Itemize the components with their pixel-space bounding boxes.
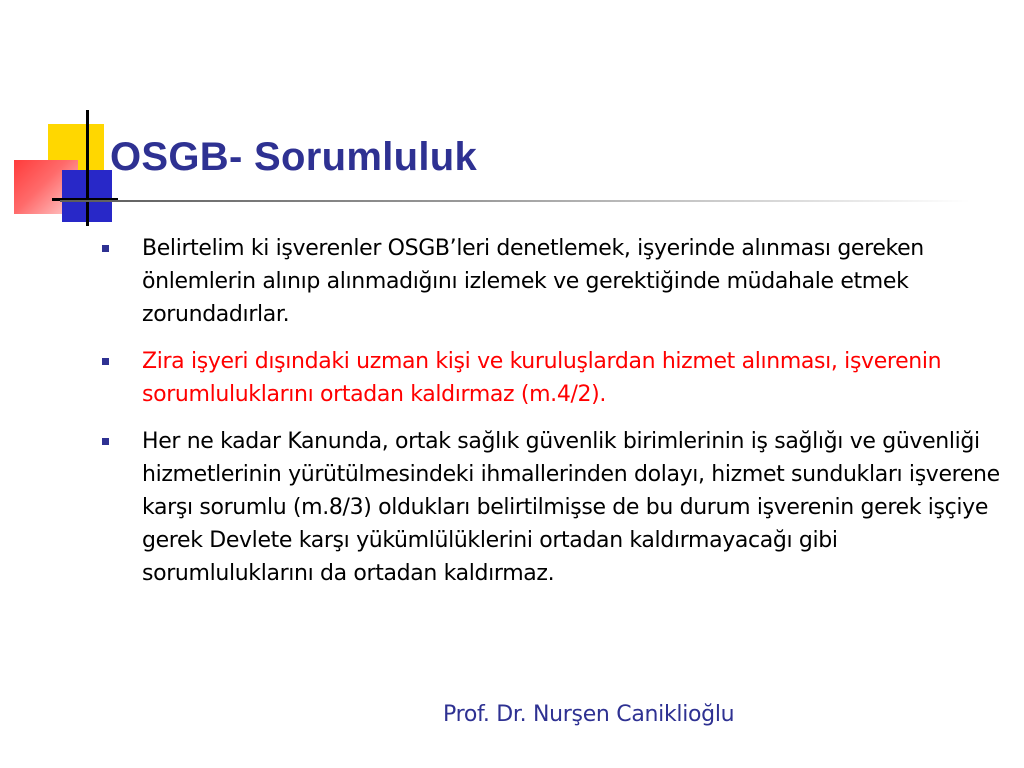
bullet-text: Her ne kadar Kanunda, ortak sağlık güvenlik birimlerinin iş sağlığı ve güvenliği hizmetlerinin yürütülmesindeki ihmallerinden dolayı, hizmet sundukları işverene karşı sorumlu (m.8/3) oldukları belirtilmişse de bu durum işverenin gerek işçiye gerek Devlete karşı yükümlülüklerini ortadan kaldırmayacağı gibi sorumluluklarını da ortadan kaldırmaz.: [142, 429, 1000, 586]
footer-author: Prof. Dr. Nurşen Caniklioğlu: [443, 702, 735, 727]
square-bullet-icon: [102, 245, 109, 252]
bullet-text: Zira işyeri dışındaki uzman kişi ve kuruluşlardan hizmet alınması, işverenin sorumluluklarını ortadan kaldırmaz (m.4/2).: [142, 349, 942, 407]
slide-title: OSGB- Sorumluluk: [110, 135, 478, 179]
bullet-item: [102, 232, 1012, 331]
bullet-item: [102, 425, 1012, 590]
bullet-item-highlighted: [102, 345, 1012, 411]
vertical-line-decoration: [86, 110, 89, 226]
corner-decoration: [0, 0, 140, 240]
title-underline: [60, 200, 970, 202]
square-bullet-icon: [102, 438, 109, 445]
bullet-text: Belirtelim ki işverenler OSGB’leri denetlemek, işyerinde alınması gereken önlemlerin alınıp alınmadığını izlemek ve gerektiğinde müdahale etmek zorundadırlar.: [142, 236, 924, 327]
bullet-list: [102, 232, 1012, 604]
square-bullet-icon: [102, 358, 109, 365]
